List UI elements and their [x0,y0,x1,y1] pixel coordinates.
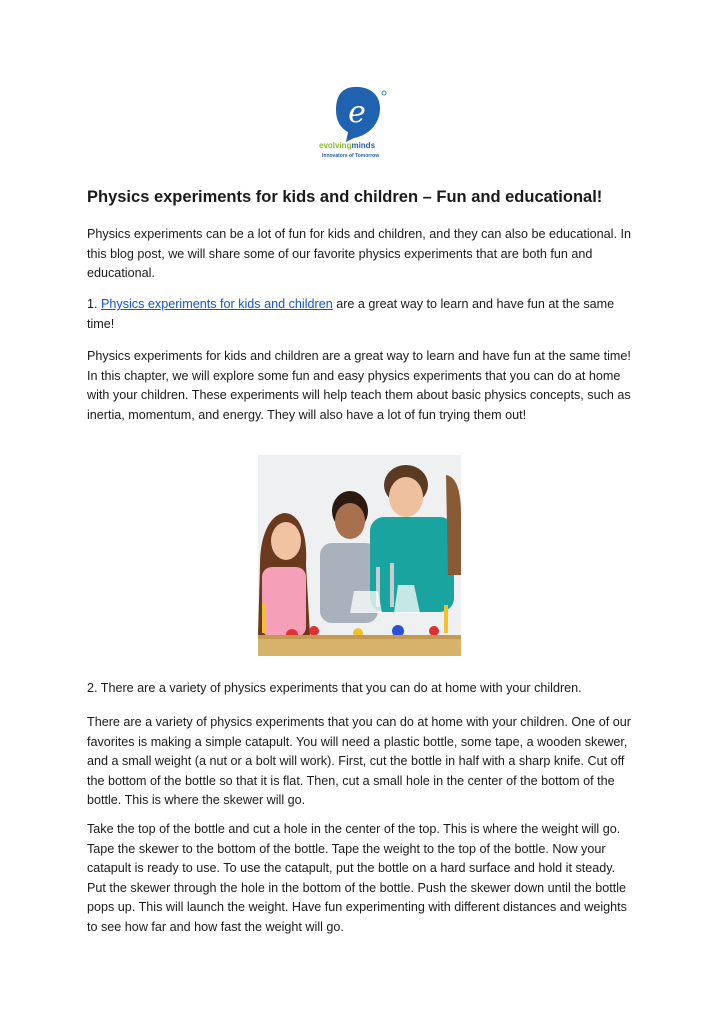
catapult-paragraph-2: Take the top of the bottle and cut a hole in the center of the top. This is where the weight will go. Tape the skewer to the bottom of the bottle. Tape the weight to the top of the bottle. Now your catapult is ready to use. To use the catapult, put the bottle on a hard surface and hold it steady. Put the skewer through the hole in the bottom of the bottle. Push the skewer down until the bottle pops up. This will launch the weight. Have fun experimenting with different distances and weights to see how far and how fast the weight will go. [87,822,627,934]
kids-experiment-photo [258,455,461,656]
evolvingminds-logo [318,84,402,164]
catapult-paragraph-1: There are a variety of physics experiments that you can do at home with your children. One of our favorites is making a simple catapult. You will need a plastic bottle, some tape, a wooden skewer, and a small weight (a nut or a bolt will work). First, cut the bottle in half with a sharp knife. Cut off the bottom of the bottle so that it is flat. Then, cut a small hole in the center of the bottom of the bottle. This is where the skewer will go. [87,715,631,807]
item2-paragraph: 2. There are a variety of physics experiments that you can do at home with your children. [87,681,582,695]
logo-wordmark-part1: evolving [319,141,352,150]
page-title: Physics experiments for kids and children – Fun and educational! [87,188,603,206]
logo-wordmark [319,141,409,150]
item1-text: are a great way to learn and have fun at the same time! [87,297,615,331]
logo-letter: e [348,95,366,130]
logo-wordmark-part2: minds [351,141,376,150]
intro-paragraph: Physics experiments can be a lot of fun for kids and children, and they can also be educational. In this blog post, we will share some of our favorite physics experiments that are both fun and educational. [87,227,631,280]
physics-experiments-link[interactable]: Physics experiments for kids and children [101,297,333,311]
chapter-paragraph: Physics experiments for kids and children are a great way to learn and have fun at the same time! In this chapter, we will explore some fun and easy physics experiments that you can do at home with your children. These experiments will help teach them about basic physics concepts, such as inertia, momentum, and energy. They will also have a lot of fun trying them out! [87,349,631,422]
logo-tagline: Innovators of Tomorrow [322,153,380,159]
item1-number: 1. [87,297,102,311]
item1-paragraph [87,295,637,334]
